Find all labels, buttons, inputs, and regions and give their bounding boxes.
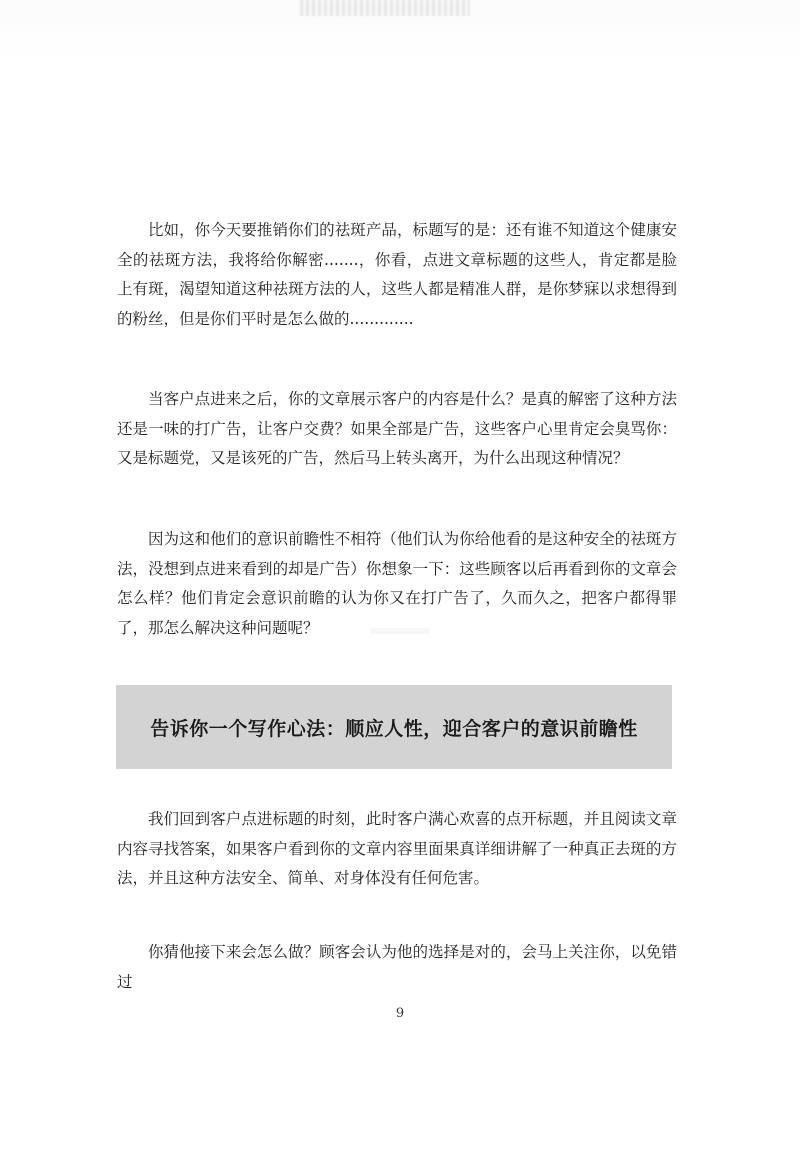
scan-artifact-faint (370, 628, 430, 634)
paragraph-2: 当客户点进来之后，你的文章展示客户的内容是什么？是真的解密了这种方法还是一味的打广告，让客户交费？如果全部是广告，这些客户心里肯定会臭骂你：又是标题党，又是该死的广告，然后马上转头离开，为什么出现这种情况？ (117, 390, 677, 467)
section-heading-box (116, 685, 672, 769)
paragraph-5: 你猜他接下来会怎么做？顾客会认为他的选择是对的，会马上关注你，以免错过 (117, 943, 677, 991)
paragraph-1: 比如，你今天要推销你们的祛斑产品，标题写的是：还有谁不知道这个健康安全的祛斑方法，我将给你解密.......，你看，点进文章标题的这些人，肯定都是脸上有斑，渴望知道这种祛斑方法的人，这些人都是精准人群，是你梦寐以求想得到的粉丝，但是你们平时是怎么做的............. (117, 221, 677, 328)
page-number: 9 (395, 1006, 405, 1021)
section-heading: 告诉你一个写作心法：顺应人性，迎合客户的意识前瞻性 (150, 717, 638, 740)
paragraph-4: 我们回到客户点进标题的时刻，此时客户满心欢喜的点开标题，并且阅读文章内容寻找答案，如果客户看到你的文章内容里面果真详细讲解了一种真正去斑的方法，并且这种方法安全、简单、对身体没有任何危害。 (117, 810, 677, 887)
paragraph-3: 因为这和他们的意识前瞻性不相符（他们认为你给他看的是这种安全的祛斑方法，没想到点进来看到的却是广告）你想象一下：这些顾客以后再看到你的文章会怎么样？他们肯定会意识前瞻的认为你又在打广告了，久而久之，把客户都得罪了，那怎么解决这种问题呢？ (117, 530, 677, 637)
scan-artifact (300, 0, 470, 16)
